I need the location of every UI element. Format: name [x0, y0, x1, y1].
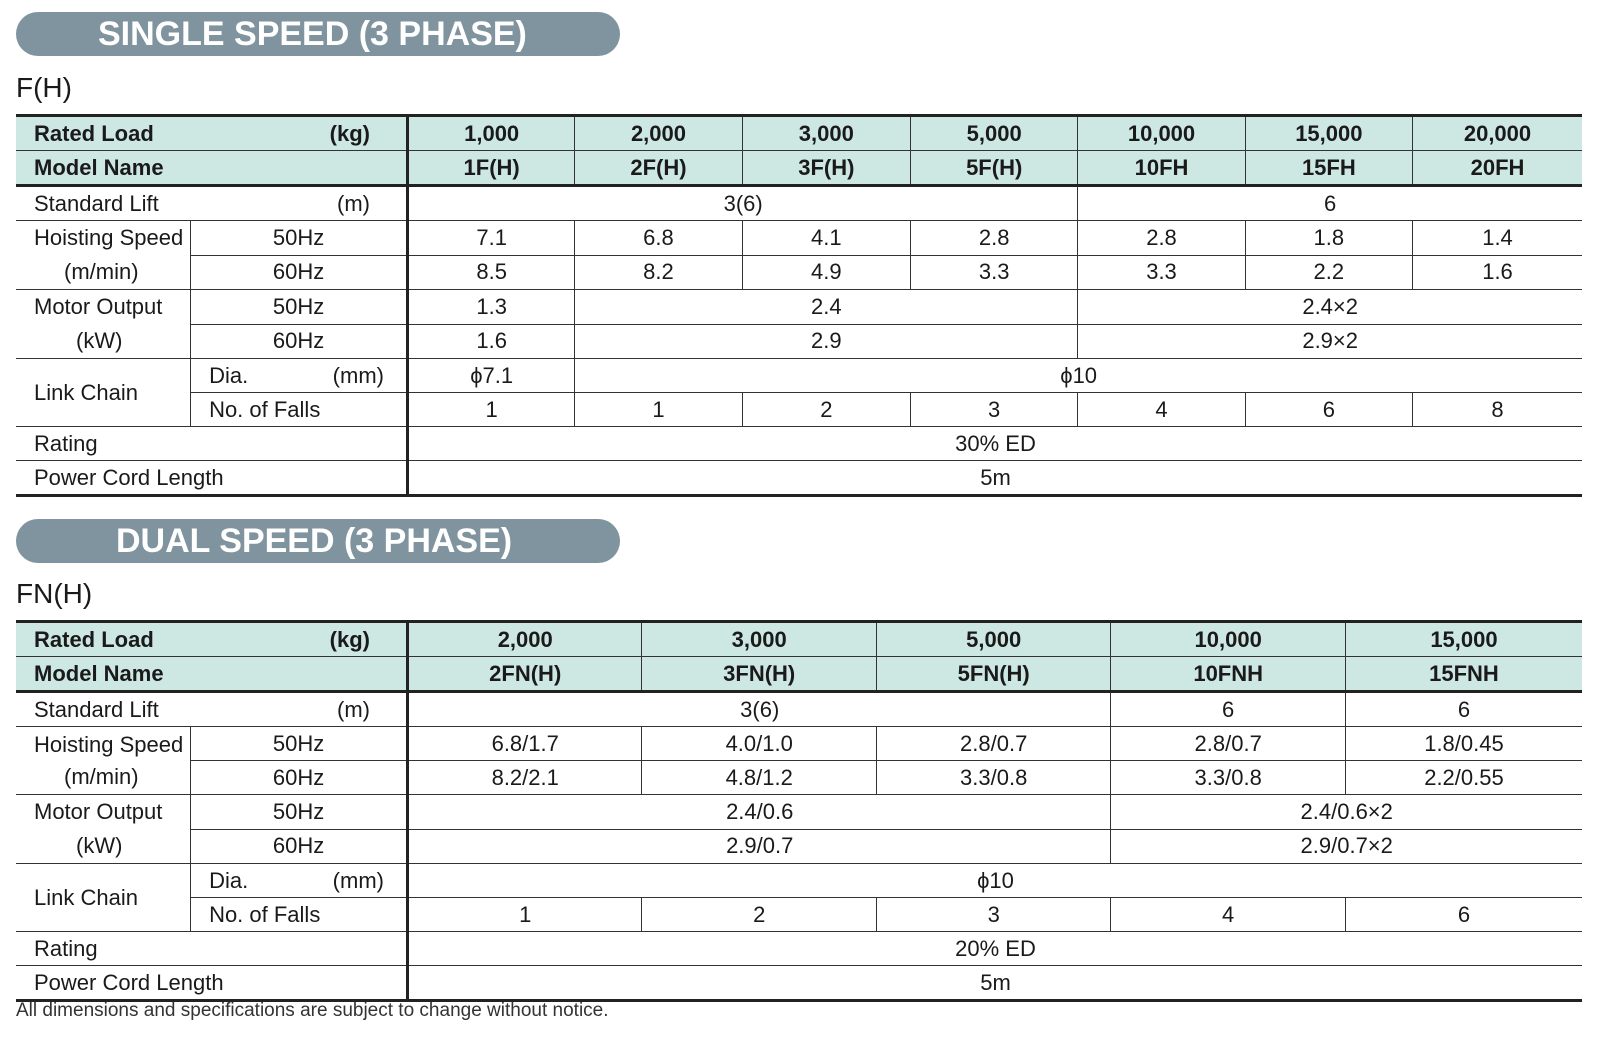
motor-50-cell: 2.4/0.6×2	[1111, 795, 1582, 830]
falls-cell: 3	[876, 898, 1110, 932]
rated-load-unit: (kg)	[329, 626, 370, 652]
standard-lift-cell: 3(6)	[407, 186, 1077, 221]
rated-load-label-cell	[16, 116, 407, 151]
standard-lift-cell: 3(6)	[407, 692, 1110, 727]
hoist-60-cell: 8.2	[575, 255, 742, 290]
load-cell: 5,000	[876, 622, 1110, 657]
dia-cell: ϕ10	[575, 359, 1582, 393]
motor-50-cell: 2.4	[575, 290, 1078, 325]
falls-label: No. of Falls	[191, 393, 408, 427]
motor-output-60hz-row	[16, 324, 1582, 359]
hoist-50-cell: 2.8/0.7	[876, 727, 1110, 761]
load-cell: 3,000	[742, 116, 910, 151]
falls-cell: 8	[1413, 393, 1583, 427]
dual-speed-banner	[16, 519, 620, 563]
hoist-60-cell: 4.8/1.2	[642, 761, 876, 795]
power-cord-row	[16, 966, 1582, 1001]
hoist-60-cell: 2.2/0.55	[1345, 761, 1582, 795]
motor-60-cell: 1.6	[407, 324, 574, 359]
rating-row	[16, 427, 1582, 461]
load-cell: 2,000	[575, 116, 742, 151]
standard-lift-label-cell	[16, 692, 407, 727]
freq-label: 60Hz	[191, 255, 408, 290]
model-name-row	[16, 151, 1582, 186]
model-name-label: Model Name	[16, 657, 407, 692]
rated-load-label: Rated Load	[34, 626, 154, 652]
rated-load-label-cell	[16, 622, 407, 657]
dia-cell: ϕ7.1	[407, 359, 574, 393]
link-chain-dia-row	[16, 864, 1582, 898]
hoist-60-cell: 8.2/2.1	[407, 761, 641, 795]
model-cell: 10FH	[1078, 151, 1245, 186]
model-cell: 5F(H)	[911, 151, 1078, 186]
dual-speed-spec-table	[16, 620, 1582, 1002]
hoist-50-cell: 7.1	[407, 221, 574, 256]
hoist-50-cell: 6.8/1.7	[407, 727, 641, 761]
dia-unit: (mm)	[332, 867, 384, 893]
motor-output-unit: (kW)	[76, 833, 123, 858]
load-cell: 5,000	[911, 116, 1078, 151]
motor-output-50hz-row	[16, 290, 1582, 325]
freq-label: 50Hz	[191, 290, 408, 325]
rating-label: Rating	[16, 427, 407, 461]
rating-label: Rating	[16, 932, 407, 966]
dual-series-label: FN(H)	[16, 578, 93, 609]
motor-output-label-cell	[16, 290, 191, 359]
single-speed-banner-text: SINGLE SPEED (3 PHASE)	[98, 15, 527, 53]
hoist-50-cell: 2.8	[1078, 221, 1245, 256]
model-cell: 3F(H)	[742, 151, 910, 186]
hoist-60-cell: 3.3	[911, 255, 1078, 290]
model-cell: 15FNH	[1345, 657, 1582, 692]
rated-load-unit: (kg)	[329, 120, 370, 146]
hoisting-speed-50hz-row	[16, 221, 1582, 256]
load-cell: 10,000	[1111, 622, 1345, 657]
freq-label: 50Hz	[191, 795, 408, 830]
single-speed-banner	[16, 12, 620, 56]
motor-50-cell: 2.4×2	[1078, 290, 1582, 325]
falls-cell: 2	[742, 393, 910, 427]
dia-label-cell	[191, 864, 408, 898]
load-cell: 20,000	[1413, 116, 1583, 151]
model-cell: 2F(H)	[575, 151, 742, 186]
single-series-label: F(H)	[16, 72, 72, 103]
load-cell: 2,000	[407, 622, 641, 657]
motor-output-50hz-row	[16, 795, 1582, 830]
standard-lift-label-cell	[16, 186, 407, 221]
hoist-50-cell: 4.0/1.0	[642, 727, 876, 761]
dia-label: Dia.	[209, 867, 249, 893]
power-cord-label: Power Cord Length	[16, 966, 407, 1001]
model-cell: 3FN(H)	[642, 657, 876, 692]
model-name-row	[16, 657, 1582, 692]
hoist-60-cell: 3.3/0.8	[876, 761, 1110, 795]
standard-lift-row	[16, 692, 1582, 727]
hoist-50-cell: 2.8	[911, 221, 1078, 256]
hoisting-speed-60hz-row	[16, 761, 1582, 795]
hoisting-speed-label: Hoisting Speed	[34, 225, 184, 250]
hoisting-speed-50hz-row	[16, 727, 1582, 761]
falls-label: No. of Falls	[191, 898, 408, 932]
standard-lift-cell: 6	[1078, 186, 1582, 221]
rated-load-label: Rated Load	[34, 120, 154, 146]
model-name-label: Model Name	[16, 151, 407, 186]
motor-output-unit: (kW)	[76, 328, 123, 353]
link-chain-falls-row	[16, 898, 1582, 932]
freq-label: 50Hz	[191, 221, 408, 256]
motor-60-cell: 2.9/0.7×2	[1111, 829, 1582, 864]
dia-label: Dia.	[209, 362, 249, 388]
falls-cell: 1	[407, 898, 641, 932]
dia-label-cell	[191, 359, 408, 393]
motor-output-label: Motor Output	[34, 294, 163, 319]
hoist-60-cell: 3.3	[1078, 255, 1245, 290]
link-chain-label: Link Chain	[16, 864, 191, 932]
model-cell: 2FN(H)	[407, 657, 641, 692]
power-cord-label: Power Cord Length	[16, 461, 407, 496]
footnote: All dimensions and specifications are subject to change without notice.	[16, 1000, 609, 1021]
motor-50-cell: 2.4/0.6	[407, 795, 1110, 830]
falls-cell: 6	[1345, 898, 1582, 932]
motor-60-cell: 2.9	[575, 324, 1078, 359]
model-cell: 20FH	[1413, 151, 1583, 186]
power-cord-row	[16, 461, 1582, 496]
falls-cell: 3	[911, 393, 1078, 427]
hoist-60-cell: 1.6	[1413, 255, 1583, 290]
rated-load-row	[16, 622, 1582, 657]
motor-50-cell: 1.3	[407, 290, 574, 325]
power-cord-cell: 5m	[407, 461, 1582, 496]
hoist-50-cell: 6.8	[575, 221, 742, 256]
load-cell: 15,000	[1245, 116, 1412, 151]
motor-output-label: Motor Output	[34, 799, 163, 824]
standard-lift-cell: 6	[1345, 692, 1582, 727]
model-cell: 10FNH	[1111, 657, 1345, 692]
freq-label: 50Hz	[191, 727, 408, 761]
hoist-60-cell: 2.2	[1245, 255, 1412, 290]
hoisting-speed-unit: (m/min)	[64, 763, 139, 789]
hoisting-speed-label: Hoisting Speed	[34, 731, 184, 757]
standard-lift-label: Standard Lift	[34, 190, 159, 216]
model-cell: 15FH	[1245, 151, 1412, 186]
link-chain-label: Link Chain	[16, 359, 191, 427]
hoist-50-cell: 1.8	[1245, 221, 1412, 256]
load-cell: 1,000	[407, 116, 574, 151]
falls-cell: 4	[1078, 393, 1245, 427]
hoist-50-cell: 1.8/0.45	[1345, 727, 1582, 761]
model-cell: 1F(H)	[407, 151, 574, 186]
hoisting-speed-unit: (m/min)	[64, 259, 139, 284]
motor-60-cell: 2.9×2	[1078, 324, 1582, 359]
standard-lift-cell: 6	[1111, 692, 1345, 727]
rating-cell: 20% ED	[407, 932, 1582, 966]
hoisting-speed-60hz-row	[16, 255, 1582, 290]
falls-cell: 1	[575, 393, 742, 427]
falls-cell: 2	[642, 898, 876, 932]
link-chain-falls-row	[16, 393, 1582, 427]
hoist-50-cell: 4.1	[742, 221, 910, 256]
rated-load-row	[16, 116, 1582, 151]
dia-cell: ϕ10	[407, 864, 1582, 898]
freq-label: 60Hz	[191, 761, 408, 795]
rating-row	[16, 932, 1582, 966]
hoist-60-cell: 4.9	[742, 255, 910, 290]
freq-label: 60Hz	[191, 324, 408, 359]
dia-unit: (mm)	[332, 362, 384, 388]
load-cell: 10,000	[1078, 116, 1245, 151]
hoist-60-cell: 3.3/0.8	[1111, 761, 1345, 795]
link-chain-dia-row	[16, 359, 1582, 393]
dual-speed-banner-text: DUAL SPEED (3 PHASE)	[116, 522, 513, 560]
motor-output-label-cell	[16, 795, 191, 864]
model-cell: 5FN(H)	[876, 657, 1110, 692]
hoist-60-cell: 8.5	[407, 255, 574, 290]
load-cell: 3,000	[642, 622, 876, 657]
falls-cell: 4	[1111, 898, 1345, 932]
standard-lift-unit: (m)	[337, 696, 370, 722]
motor-60-cell: 2.9/0.7	[407, 829, 1110, 864]
standard-lift-label: Standard Lift	[34, 696, 159, 722]
hoisting-speed-label-cell	[16, 221, 191, 290]
standard-lift-row	[16, 186, 1582, 221]
motor-output-60hz-row	[16, 829, 1582, 864]
hoist-50-cell: 1.4	[1413, 221, 1583, 256]
single-speed-spec-table	[16, 114, 1582, 497]
power-cord-cell: 5m	[407, 966, 1582, 1001]
rating-cell: 30% ED	[407, 427, 1582, 461]
hoist-50-cell: 2.8/0.7	[1111, 727, 1345, 761]
falls-cell: 1	[407, 393, 574, 427]
freq-label: 60Hz	[191, 829, 408, 864]
standard-lift-unit: (m)	[337, 190, 370, 216]
load-cell: 15,000	[1345, 622, 1582, 657]
hoisting-speed-label-cell	[16, 727, 191, 795]
falls-cell: 6	[1245, 393, 1412, 427]
